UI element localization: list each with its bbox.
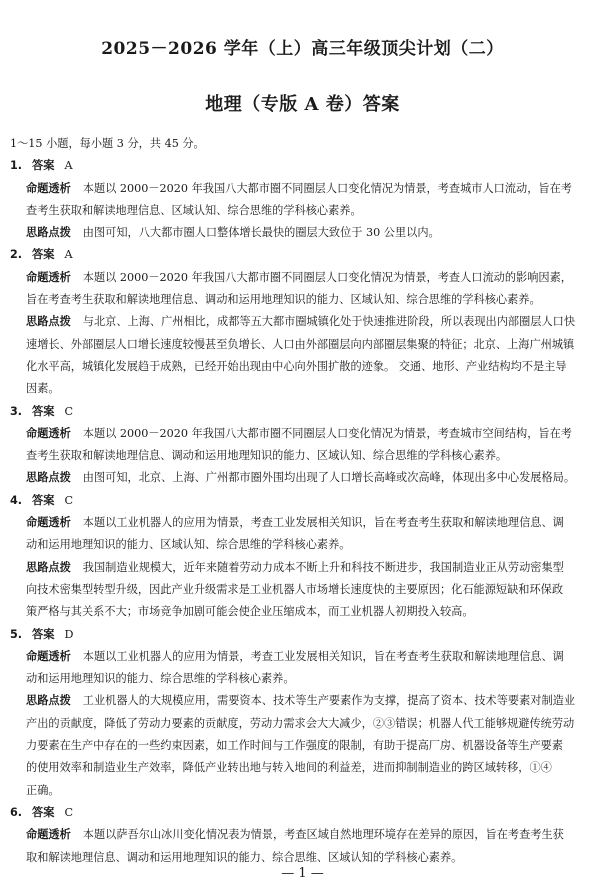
analysis-line xyxy=(0,646,605,668)
hint-line xyxy=(0,311,605,333)
analysis-text: 动和运用地理知识的能力、区域认知、综合思维的学科核心素养。 xyxy=(26,538,351,552)
hint-line xyxy=(0,222,605,244)
hint-text: 因素。 xyxy=(26,382,60,396)
answer-choice: A xyxy=(64,159,73,173)
hint-text: 策严格与其关系不大；市场竞争加剧可能会使企业压缩成本，而工业机器人初期投入较高。 xyxy=(26,605,474,619)
hint-text: 产出的贡献度，降低了劳动力要素的贡献度，劳动力需求会大大减少，②③错误；机器人代工能够规避传统劳动 xyxy=(26,716,575,730)
hint-label: 思路点拨 xyxy=(26,315,71,329)
analysis-text: 旨在考查考生获取和解读地理信息、调动和运用地理知识的能力、区域认知、综合思维的学科核心素养。 xyxy=(26,293,541,307)
question-number: 5. xyxy=(10,627,23,641)
question-answer-line xyxy=(0,624,605,646)
document-title: 2025－2026 学年（上）高三年级顶尖计划（二） xyxy=(101,39,504,59)
hint-text: 由图可知，北京、上海、广州都市圈外围均出现了人口增长高峰或次高峰，体现出多中心发展格局。 xyxy=(82,471,576,485)
analysis-line xyxy=(0,668,605,690)
question-number: 1. xyxy=(10,159,23,173)
hint-line xyxy=(0,757,605,779)
analysis-label: 命题透析 xyxy=(26,426,71,440)
hint-text: 的使用效率和制造业生产效率，降低产业转出地与转入地间的利益差，进而抑制制造业的跨区域转移，①④ xyxy=(26,761,552,775)
analysis-text: 本题以 2000－2020 年我国八大都市圈不同圈层人口变化情况为情景，考查城市人口流动，旨在考 xyxy=(82,181,572,195)
analysis-text: 查考生获取和解读地理信息、调动和运用地理知识的能力、区域认知、综合思维的学科核心素养。 xyxy=(26,449,508,463)
hint-line xyxy=(0,334,605,356)
page-number: — 1 — xyxy=(281,866,324,881)
analysis-label: 命题透析 xyxy=(26,270,71,284)
hint-line xyxy=(0,690,605,712)
hint-label: 思路点拨 xyxy=(26,226,71,240)
question-answer-line xyxy=(0,802,605,824)
answer-body xyxy=(0,133,605,869)
analysis-line xyxy=(0,512,605,534)
hint-text: 化水平高，城镇化发展趋于成熟，已经开始出现由中心向外围扩散的迹象。 交通、地形、产业结构均不是主导 xyxy=(26,359,567,373)
answer-label: 答案 xyxy=(32,805,55,819)
hint-line xyxy=(0,467,605,489)
hint-text: 与北京、上海、广州相比，成都等五大都市圈城镇化处于快速推进阶段，所以表现出内部圈层人口快 xyxy=(82,315,576,329)
answer-choice: C xyxy=(64,493,73,507)
analysis-text: 取和解读地理信息、调动和运用地理知识的能力、综合思维、区域认知的学科核心素养。 xyxy=(26,850,463,864)
analysis-label: 命题透析 xyxy=(26,181,71,195)
answer-choice: C xyxy=(64,404,73,418)
question-answer-line xyxy=(0,155,605,177)
analysis-text: 本题以工业机器人的应用为情景，考查工业发展相关知识，旨在考查考生获取和解读地理信息、调 xyxy=(82,649,564,663)
answer-label: 答案 xyxy=(32,159,55,173)
hint-text: 速增长、外部圈层人口增长速度较慢甚至负增长、人口由外部圈层向内部圈层集聚的特征；北京、上海广州城镇 xyxy=(26,337,575,351)
answer-label: 答案 xyxy=(32,248,55,262)
analysis-line xyxy=(0,289,605,311)
hint-line xyxy=(0,356,605,378)
question-number: 2. xyxy=(10,248,23,262)
analysis-line xyxy=(0,824,605,846)
hint-text: 工业机器人的大规模应用，需要资本、技术等生产要素作为支撑，提高了资本、技术等要素对制造业 xyxy=(82,694,576,708)
question-answer-line xyxy=(0,490,605,512)
analysis-line xyxy=(0,445,605,467)
intro-line: 1～15 小题，每小题 3 分，共 45 分。 xyxy=(10,137,205,150)
analysis-line xyxy=(0,178,605,200)
hint-line xyxy=(0,579,605,601)
document-subtitle: 地理（专版 A 卷）答案 xyxy=(205,94,400,115)
analysis-text: 查考生获取和解读地理信息、区域认知、综合思维的学科核心素养。 xyxy=(26,203,362,217)
answer-label: 答案 xyxy=(32,493,55,507)
hint-line xyxy=(0,780,605,802)
question-answer-line xyxy=(0,401,605,423)
analysis-text: 动和运用地理知识的能力、综合思维的学科核心素养。 xyxy=(26,672,295,686)
analysis-text: 本题以 2000－2020 年我国八大都市圈不同圈层人口变化情况为情景，考查人口流动的影响因素， xyxy=(82,270,572,284)
analysis-label: 命题透析 xyxy=(26,516,71,530)
hint-line xyxy=(0,735,605,757)
hint-text: 由图可知，八大都市圈人口整体增长最快的圈层大致位于 30 公里以内。 xyxy=(82,226,440,240)
hint-text: 正确。 xyxy=(26,783,60,797)
hint-label: 思路点拨 xyxy=(26,471,71,485)
question-number: 6. xyxy=(10,805,23,819)
answer-choice: C xyxy=(64,805,73,819)
analysis-text: 本题以 2000－2020 年我国八大都市圈不同圈层人口变化情况为情景，考查城市空间结构，旨在考 xyxy=(82,426,572,440)
analysis-line xyxy=(0,267,605,289)
hint-line xyxy=(0,557,605,579)
analysis-line xyxy=(0,423,605,445)
analysis-line xyxy=(0,200,605,222)
analysis-line xyxy=(0,534,605,556)
hint-line xyxy=(0,713,605,735)
hint-label: 思路点拨 xyxy=(26,560,71,574)
question-answer-line xyxy=(0,244,605,266)
analysis-label: 命题透析 xyxy=(26,649,71,663)
hint-line xyxy=(0,601,605,623)
hint-text: 力要素在生产中存在的一些约束因素，如工作时间与工作强度的限制，有助于提高厂房、机器设备等生产要素 xyxy=(26,739,564,753)
question-number: 3. xyxy=(10,404,23,418)
hint-text: 向技术密集型转型升级，因此产业升级需求是工业机器人市场增长速度快的主要原因；化石能源短缺和环保政 xyxy=(26,582,564,596)
question-number: 4. xyxy=(10,493,23,507)
hint-label: 思路点拨 xyxy=(26,694,71,708)
answer-choice: A xyxy=(64,248,73,262)
answer-label: 答案 xyxy=(32,627,55,641)
answer-label: 答案 xyxy=(32,404,55,418)
analysis-text: 本题以工业机器人的应用为情景，考查工业发展相关知识，旨在考查考生获取和解读地理信息、调 xyxy=(82,516,564,530)
analysis-label: 命题透析 xyxy=(26,828,71,842)
hint-line xyxy=(0,378,605,400)
analysis-text: 本题以萨吾尔山冰川变化情况表为情景，考查区域自然地理环境存在差异的原因，旨在考查考生获 xyxy=(82,828,564,842)
hint-text: 我国制造业规模大，近年来随着劳动力成本不断上升和科技不断进步，我国制造业正从劳动密集型 xyxy=(82,560,564,574)
answer-choice: D xyxy=(64,627,74,641)
